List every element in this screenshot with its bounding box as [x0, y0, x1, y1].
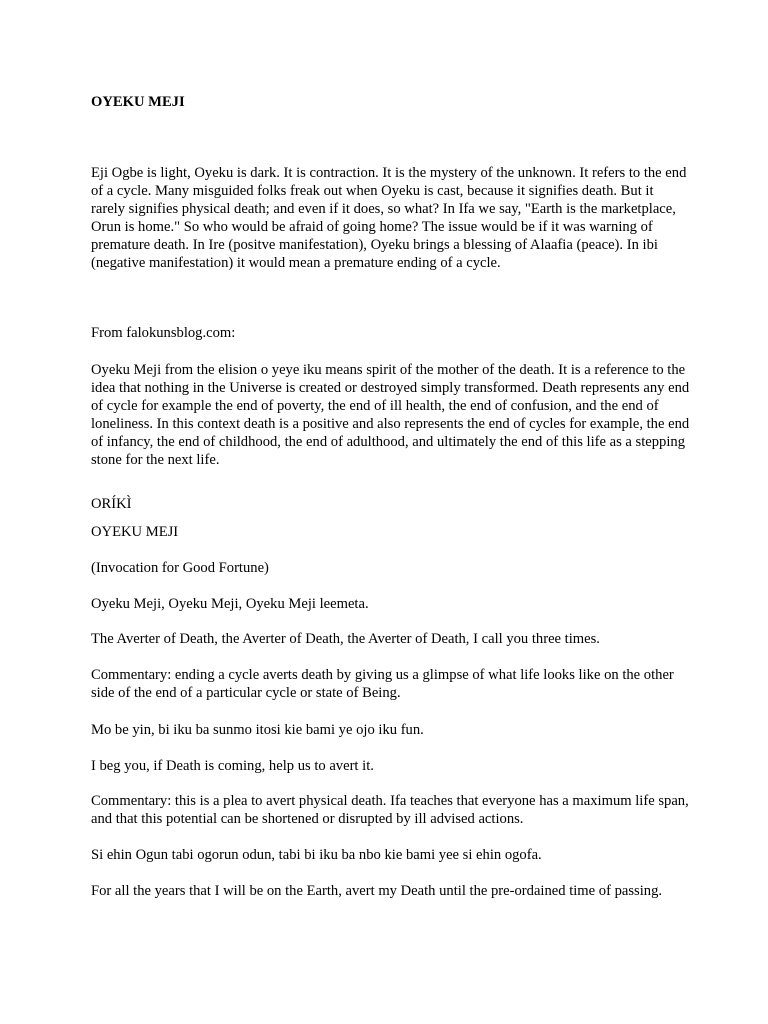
invocation-line-2: The Averter of Death, the Averter of Death, the Averter of Death, I call you three times.: [91, 631, 600, 647]
oriki-subheading: OYEKU MEJI: [91, 524, 179, 540]
commentary-1: Commentary: ending a cycle averts death by giving us a glimpse of what life looks like on the other side of the end of a particular cycle or state of Being.: [91, 667, 674, 701]
oriki-heading: ORÍKÌ: [91, 496, 132, 512]
invocation-label: (Invocation for Good Fortune): [91, 560, 269, 576]
invocation-line-4: I beg you, if Death is coming, help us to avert it.: [91, 758, 374, 774]
intro-paragraph: Eji Ogbe is light, Oyeku is dark. It is contraction. It is the mystery of the unknown. It refers to the end of a cycle. Many misguided folks freak out when Oyeku is cast, because it signifies death. But it rarely signifies physical death; and even if it does, so what? In Ifa we say, "Earth is the marketplace, Orun is home." So who would be afraid of going home? The issue would be if it was warning of premature death. In Ire (positve manifestation), Oyeku brings a blessing of Alaafia (peace). In ibi (negative manifestation) it would mean a premature ending of a cycle.: [91, 165, 687, 271]
document-title: OYEKU MEJI: [91, 94, 185, 110]
invocation-line-1: Oyeku Meji, Oyeku Meji, Oyeku Meji leemeta.: [91, 596, 369, 612]
invocation-line-5: Si ehin Ogun tabi ogorun odun, tabi bi iku ba nbo kie bami yee si ehin ogofa.: [91, 847, 542, 863]
invocation-line-3: Mo be yin, bi iku ba sunmo itosi kie bami ye ojo iku fun.: [91, 722, 424, 738]
commentary-2: Commentary: this is a plea to avert physical death. Ifa teaches that everyone has a maximum life span, and that this potential can be shortened or disrupted by ill advised actions.: [91, 793, 689, 827]
source-line: From falokunsblog.com:: [91, 325, 236, 341]
invocation-line-6: For all the years that I will be on the Earth, avert my Death until the pre-ordained time of passing.: [91, 883, 663, 899]
source-paragraph: Oyeku Meji from the elision o yeye iku means spirit of the mother of the death. It is a reference to the idea that nothing in the Universe is created or destroyed simply transformed. Death represents any end of cycle for example the end of poverty, the end of ill health, the end of confusion, and the end of loneliness. In this context death is a positive and also represents the end of cycles for example, the end of infancy, the end of childhood, the end of adulthood, and ultimately the end of this life as a stepping stone for the next life.: [91, 362, 690, 468]
